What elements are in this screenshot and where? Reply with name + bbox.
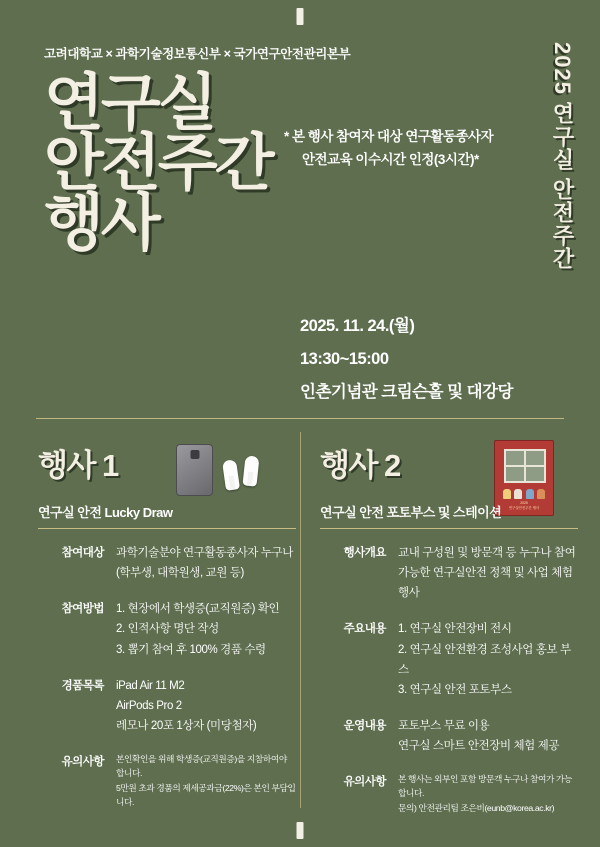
row-label: 참여대상	[61, 547, 104, 559]
row-line: 가능한 연구실안전 정책 및 사업 체험 행사	[398, 567, 573, 600]
row-label: 운영내용	[343, 719, 386, 732]
row-value	[386, 716, 559, 756]
row-line: 포토부스 무료 이용	[398, 719, 490, 732]
row-line: 레모나 20포 1상자 (미당첨자)	[116, 719, 257, 732]
row-line: 2. 인적사항 명단 작성	[116, 623, 219, 636]
event-1-row-prizes	[38, 676, 296, 736]
event-place: 인촌기념관 크림슨홀 및 대강당	[300, 383, 513, 401]
event-2-subheading: 연구실 안전 포토부스 및 스테이션	[320, 502, 578, 529]
row-line: AirPods Pro 2	[116, 699, 182, 712]
row-line: 문의) 안전관리팀 조은비(eunb@korea.ac.kr)	[398, 802, 555, 813]
event-1-row-participants	[38, 543, 296, 583]
horizontal-divider	[36, 418, 564, 419]
title-line-2: 안전주간	[44, 129, 272, 199]
participation-note	[284, 126, 554, 172]
row-value	[104, 676, 256, 736]
event-2-row-overview	[320, 543, 578, 603]
row-value	[104, 752, 296, 809]
row-line: 1. 연구실 안전장비 전시	[398, 623, 512, 636]
poster-caption: 2025 연구실안전주간 행사	[508, 500, 540, 510]
event-2-row-contents	[320, 619, 578, 700]
event-time: 13:30~15:00	[300, 350, 389, 368]
row-label: 참여방법	[61, 603, 104, 616]
event-1-row-notice	[38, 752, 296, 809]
row-label: 유의사항	[343, 776, 386, 789]
row-line: 교내 구성원 및 방문객 등 누구나 참여	[398, 547, 576, 559]
row-line: 5만원 초과 경품의 제세공과금(22%)은 본인 부담입니다.	[116, 782, 296, 808]
row-value	[386, 619, 578, 700]
event-meta	[300, 310, 513, 409]
event-date: 2025. 11. 24.(월)	[300, 317, 415, 335]
top-notch-mark	[297, 8, 304, 25]
row-line: 연구실 스마트 안전장비 체험 제공	[398, 740, 560, 752]
row-line: 본인확인을 위해 학생증(교직원증)을 지참하여야 합니다.	[116, 754, 287, 779]
row-line: 1. 현장에서 학생증(교직원증) 확인	[116, 603, 280, 616]
row-value	[104, 543, 293, 583]
row-line: 과학기술분야 연구활동종사자 누구나	[116, 547, 293, 559]
row-line: 본 행사는 외부인 포함 방문객 누구나 참여가 가능합니다.	[398, 774, 572, 799]
row-label: 주요내용	[343, 623, 386, 636]
event-1-heading: 행사 1	[38, 448, 118, 483]
row-value	[386, 543, 578, 603]
title-line-3: 행사	[44, 189, 158, 259]
event-1-subheading: 연구실 안전 Lucky Draw	[38, 502, 296, 529]
bottom-notch-mark	[297, 822, 304, 839]
event-2-row-notice	[320, 772, 578, 815]
row-value	[386, 772, 578, 815]
row-line: 3. 뽑기 참여 후 100% 경품 수령	[116, 643, 266, 656]
event-column-1	[38, 440, 296, 825]
event-2-heading: 행사 2	[320, 448, 400, 483]
vertical-side-title: 2025 연구실 안전주간	[550, 42, 575, 271]
vertical-divider	[300, 432, 301, 808]
note-line-1: * 본 행사 참여자 대상 연구활동종사자	[284, 129, 494, 144]
row-line: iPad Air 11 M2	[116, 679, 185, 692]
organizer-line: 고려대학교 × 과학기술정보통신부 × 국가연구안전관리본부	[44, 47, 351, 61]
row-line: (학부생, 대학원생, 교원 등)	[116, 567, 244, 580]
row-label: 경품목록	[61, 679, 104, 692]
event-column-2	[320, 440, 578, 831]
row-value	[104, 599, 279, 659]
row-line: 2. 연구실 안전환경 조성사업 홍보 부스	[398, 643, 571, 676]
row-label: 유의사항	[61, 756, 104, 768]
event-2-row-operation	[320, 716, 578, 756]
row-line: 3. 연구실 안전 포토부스	[398, 683, 512, 696]
row-label: 행사개요	[343, 547, 386, 559]
event-1-row-howtojoin	[38, 599, 296, 659]
note-line-2: 안전교육 이수시간 인정(3시간)*	[302, 151, 479, 167]
title-line-1: 연구실	[44, 69, 215, 138]
